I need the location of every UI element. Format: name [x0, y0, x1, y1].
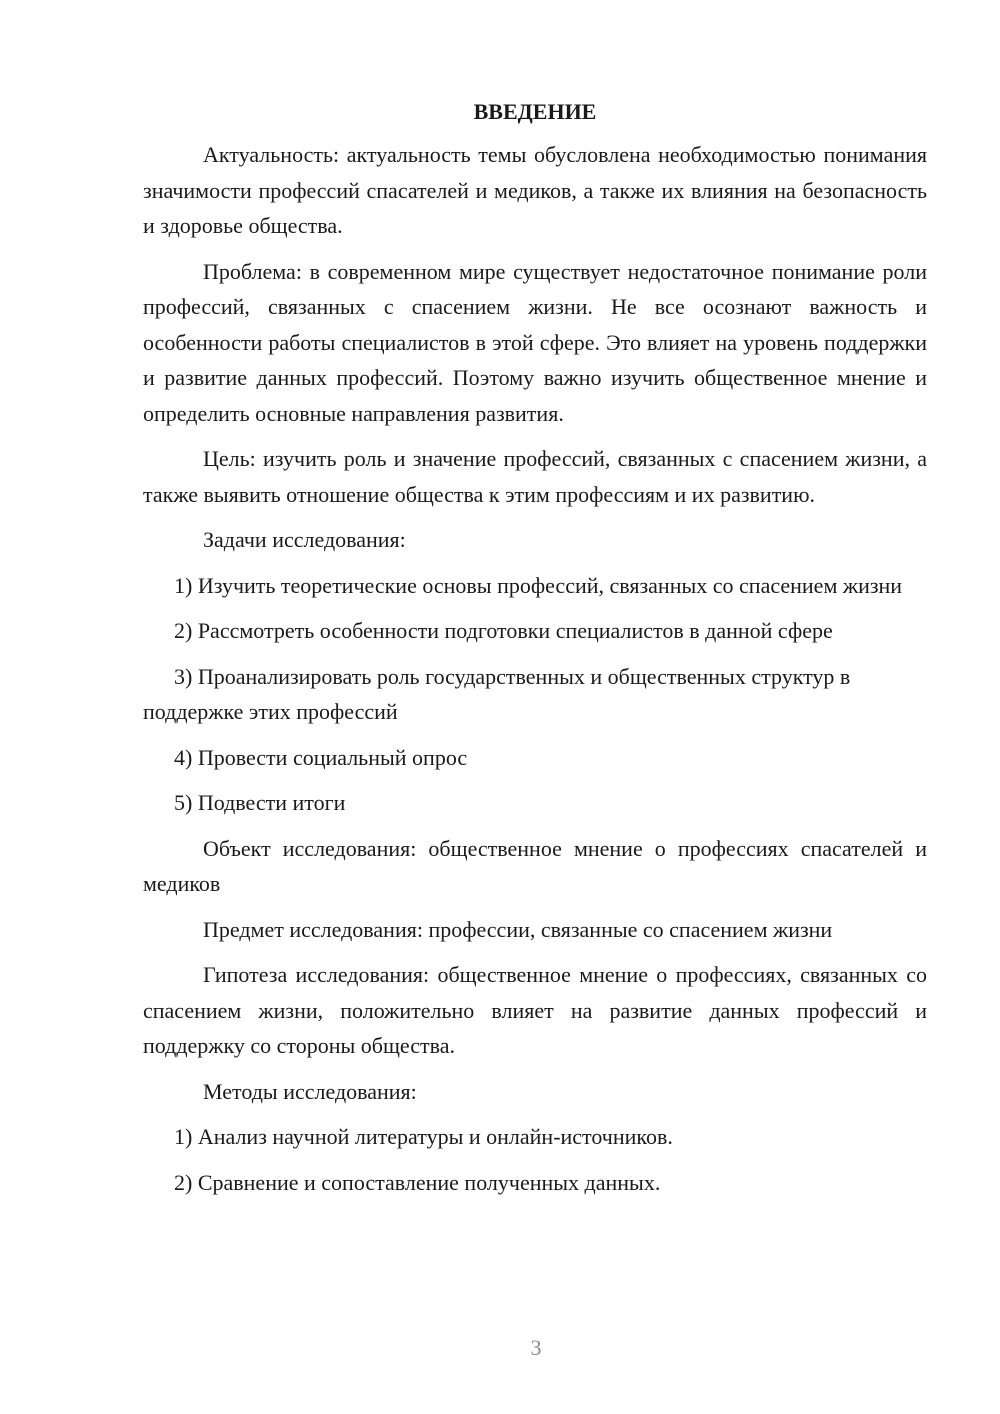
goal-paragraph: Цель: изучить роль и значение профессий, связанных с спасением жизни, а также выявить отношение общества к этим профессиям и их развитию. — [143, 446, 927, 507]
method-item-2: 2) Сравнение и сопоставление полученных данных. — [174, 1169, 661, 1195]
task-item-5: 5) Подвести итоги — [174, 790, 346, 815]
problem-paragraph: Проблема: в современном мире существует недостаточное понимание роли профессий, связанных с спасением жизни. Не все осознают важность и особенности работы специалистов в этой сфере. Это влияет на уровень поддержки и развитие данных профессий. Поэтому важно изучить общественное мнение и определить основные направления развития. — [143, 258, 927, 426]
tasks-heading: Задачи исследования: — [203, 527, 406, 552]
hypothesis-paragraph: Гипотеза исследования: общественное мнение о профессиях, связанных со спасением жизни, положительно влияет на развитие данных профессий и поддержку со стороны общества. — [143, 962, 927, 1058]
relevance-paragraph: Актуальность: актуальность темы обусловлена необходимостью понимания значимости профессий спасателей и медиков, а также их влияния на безопасность и здоровье общества. — [143, 142, 927, 238]
page-title: ВВЕДЕНИЕ — [473, 99, 597, 124]
object-paragraph: Объект исследования: общественное мнение о профессиях спасателей и медиков — [143, 835, 927, 896]
method-item-1: 1) Анализ научной литературы и онлайн-источников. — [174, 1124, 673, 1149]
task-item-4: 4) Провести социальный опрос — [174, 744, 468, 770]
task-item-1: 1) Изучить теоретические основы профессий, связанных со спасением жизни — [174, 572, 903, 598]
task-item-3: 3) Проанализировать роль государственных и общественных структур в поддержке этих профессий — [143, 663, 851, 724]
task-item-2: 2) Рассмотреть особенности подготовки специалистов в данной сфере — [174, 618, 833, 643]
document-page — [143, 94, 927, 1210]
page-number: 3 — [530, 1335, 542, 1360]
subject-paragraph: Предмет исследования: профессии, связанные со спасением жизни — [203, 916, 833, 942]
methods-heading: Методы исследования: — [203, 1078, 417, 1104]
